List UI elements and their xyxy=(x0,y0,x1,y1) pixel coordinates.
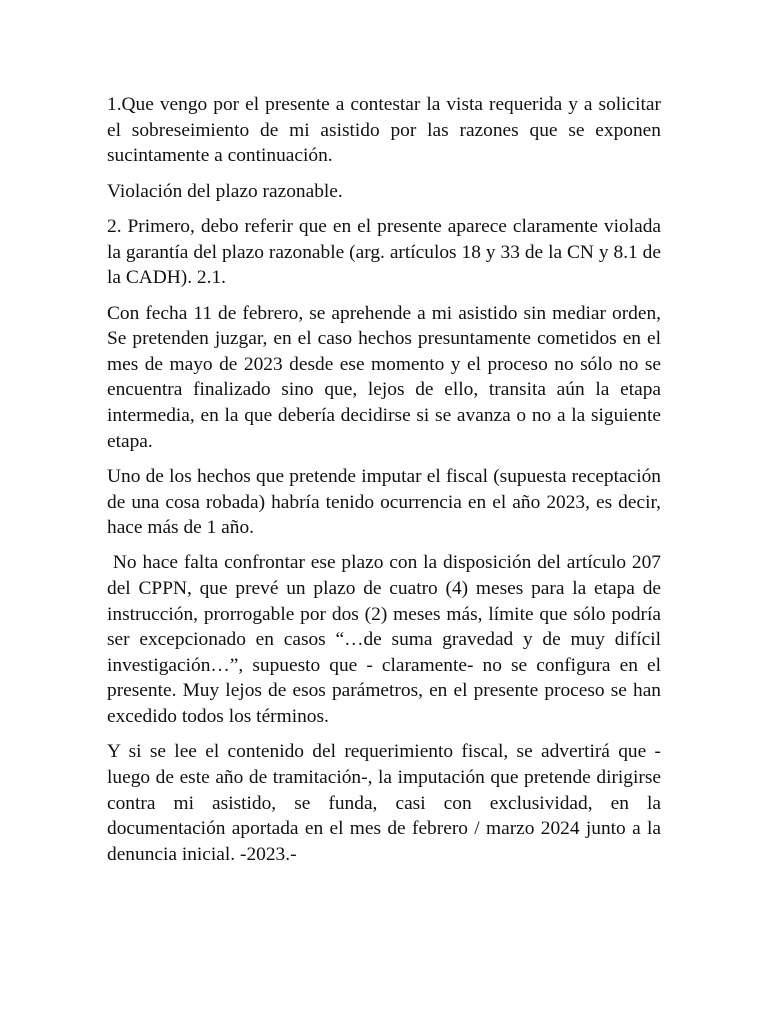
section-heading-plazo-razonable: Violación del plazo razonable. xyxy=(107,180,343,202)
paragraph-point-2: 2. Primero, debo referir que en el presente aparece claramente violada la garantía del plazo razonable (arg. artículos 18 y 33 de la CN y 8.1 de la CADH). 2.1. xyxy=(107,215,661,289)
paragraph-requerimiento-fiscal: Y si se lee el contenido del requerimiento fiscal, se advertirá que -luego de este año de tramitación-, la imputación que pretende dirigirse contra mi asistido, se funda, casi con exclusividad, en la documentación aportada en el mes de febrero / marzo 2024 junto a la denuncia inicial. -2023.- xyxy=(107,741,661,865)
paragraph-intro: 1.Que vengo por el presente a contestar la vista requerida y a solicitar el sobreseimiento de mi asistido por las razones que se exponen sucintamente a continuación. xyxy=(107,94,661,167)
paragraph-aprehension: Con fecha 11 de febrero, se aprehende a mi asistido sin mediar orden, Se pretenden juzgar, en el caso hechos presuntamente cometidos en el mes de mayo de 2023 desde ese momento y el proceso no sólo no se encuentra finalizado sino que, lejos de ello, transita aún la etapa intermedia, en la que debería decidirse si se avanza o no a la siguiente etapa. xyxy=(107,302,661,452)
paragraph-articulo-207: No hace falta confrontar ese plazo con la disposición del artículo 207 del CPPN, que prevé un plazo de cuatro (4) meses para la etapa de instrucción, prorrogable por dos (2) meses más, límite que sólo podría ser excepcionado en casos “…de suma gravedad y de muy difícil investigación…”, supuesto que - claramente- no se configura en el presente. Muy lejos de esos parámetros, en el presente proceso se han excedido todos los términos. xyxy=(107,552,661,728)
paragraph-hechos: Uno de los hechos que pretende imputar el fiscal (supuesta receptación de una cosa robada) habría tenido ocurrencia en el año 2023, es decir, hace más de 1 año. xyxy=(107,465,661,539)
document-page xyxy=(107,92,661,867)
